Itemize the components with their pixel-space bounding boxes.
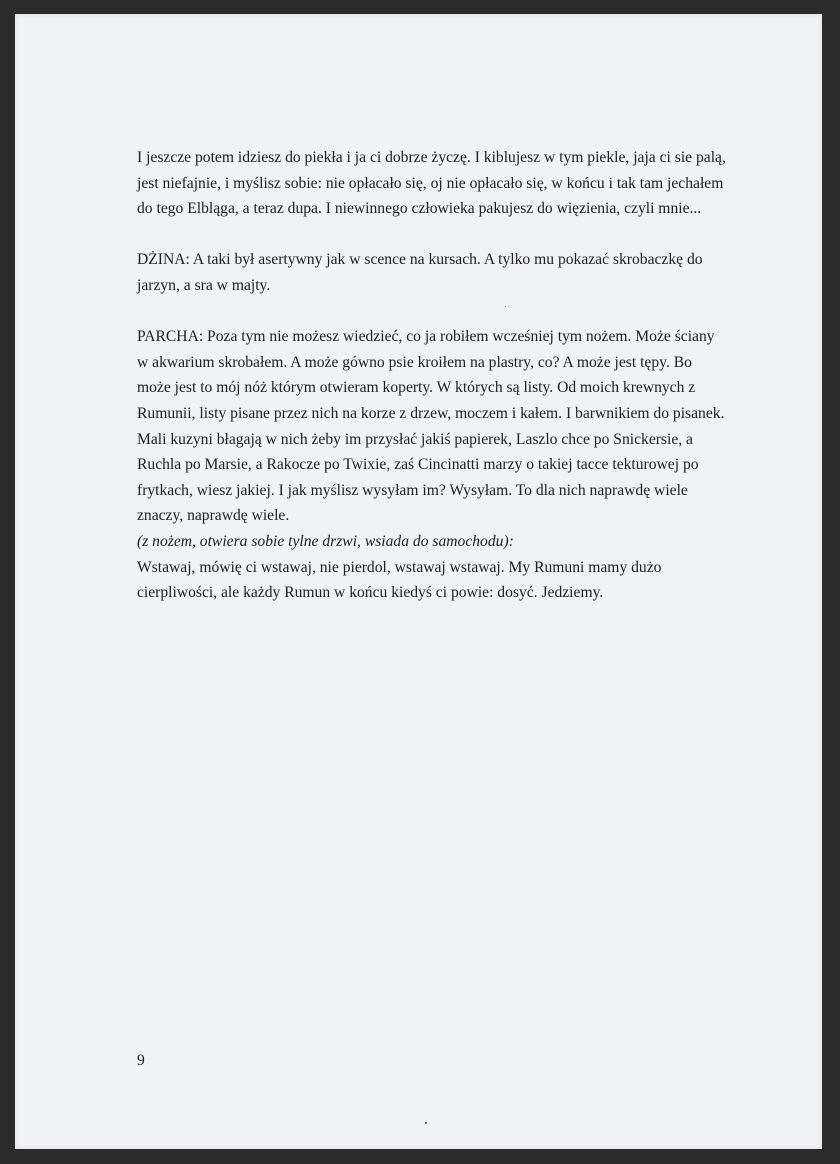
paragraph-spacer <box>137 299 747 325</box>
page-number: 9 <box>137 1052 145 1069</box>
text-line: Wstawaj, mówię ci wstawaj, nie pierdol, wstawaj wstawaj. My Rumuni mamy dużo <box>137 558 662 576</box>
script-text <box>137 145 747 606</box>
text-line: PARCHA: Poza tym nie możesz wiedzieć, co ja robiłem wcześniej tym nożem. Może ściany <box>137 328 715 346</box>
stage-direction: (z nożem, otwiera sobie tylne drzwi, wsiada do samochodu): <box>137 532 514 550</box>
text-line: Rumunii, listy pisane przez nich na korze z drzew, moczem i kałem. I barwnikiem do pisanek. <box>137 404 725 422</box>
text-line: do tego Elbląga, a teraz dupa. I niewinnego człowieka pakujesz do więzienia, czyli mnie... <box>137 200 702 218</box>
text-line: DŻINA: A taki był asertywny jak w scence na kursach. A tylko mu pokazać skrobaczkę do <box>137 251 703 269</box>
text-line: może jest to mój nóż którym otwieram koperty. W których są listy. Od moich krewnych z <box>137 379 696 397</box>
text-line: Mali kuzyni błagają w nich żeby im przysłać jakiś papierek, Laszlo chce po Snickersie, a <box>137 430 693 448</box>
text-line: cierpliwości, ale każdy Rumun w końcu kiedyś ci powie: dosyć. Jedziemy. <box>137 584 604 602</box>
text-line: znaczy, naprawdę wiele. <box>137 507 290 525</box>
paragraph-monologue <box>137 145 747 222</box>
text-line: jarzyn, a sra w majty. <box>137 276 271 294</box>
paragraph-spacer <box>137 222 747 248</box>
document-page <box>15 14 822 1149</box>
text-line: Ruchla po Marsie, a Rakocze po Twixie, zaś Cincinatti marzy o takiej tacce tekturowej po <box>137 456 699 474</box>
text-line: w akwarium skrobałem. A może gówno psie kroiłem na plastry, co? A może jest tępy. Bo <box>137 353 692 371</box>
text-line: I jeszcze potem idziesz do piekła i ja ci dobrze życzę. I kiblujesz w tym piekle, jaja ci sie palą, <box>137 149 726 166</box>
scan-speck <box>425 1122 427 1124</box>
text-line: jest niefajnie, i myślisz sobie: nie opłacało się, oj nie opłacało się, w końcu i tak tam jechałem <box>137 174 724 192</box>
paragraph-parcha <box>137 324 747 606</box>
scan-speck <box>505 306 506 307</box>
text-line: frytkach, wiesz jakiej. I jak myślisz wysyłam im? Wysyłam. To dla nich naprawdę wiele <box>137 481 688 499</box>
paragraph-dzina <box>137 247 747 298</box>
